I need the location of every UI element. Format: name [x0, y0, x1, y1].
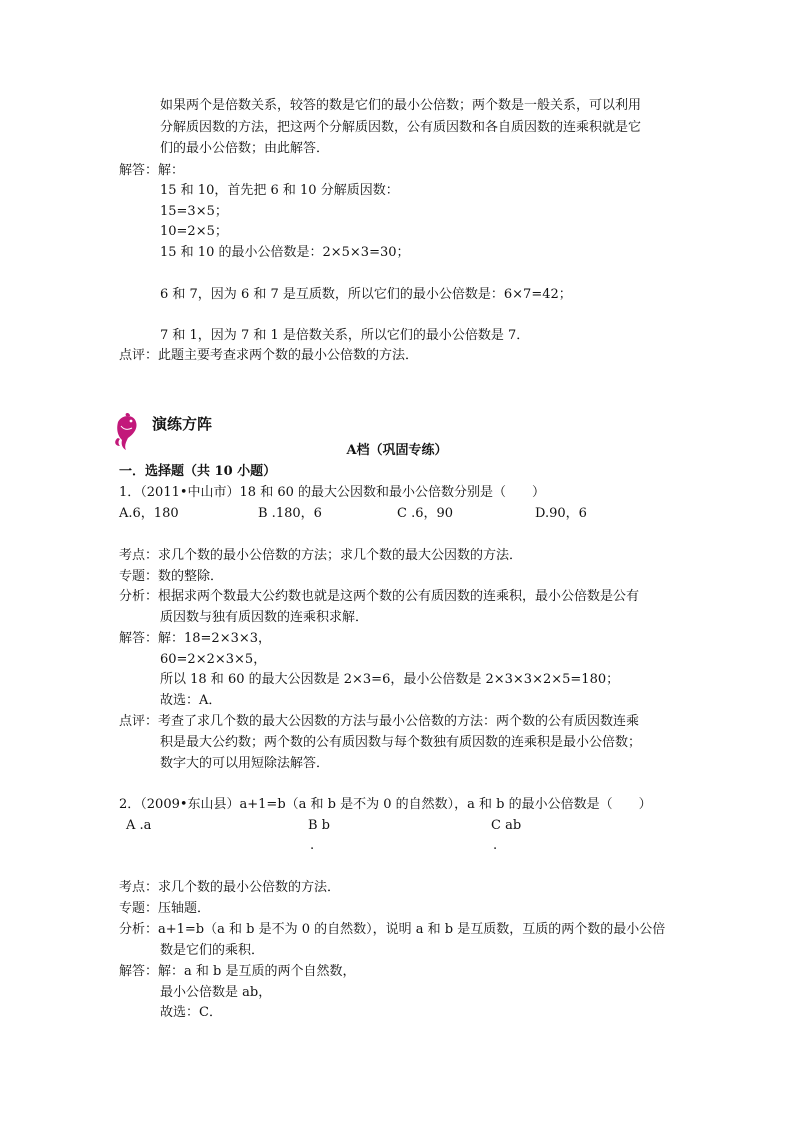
- q1-zhuanti: 专题：数的整除．: [119, 569, 224, 584]
- q2-jieda-1: 解答：解：a 和 b 是互质的两个自然数，: [119, 964, 356, 979]
- answer-line-3: 10=2×5；: [160, 224, 228, 239]
- q1-dianping-3: 数字大的可以用短除法解答．: [160, 756, 330, 771]
- q1-dianping-1: 点评：考查了求几个数的最大公因数的方法与最小公倍数的方法：两个数的公有质因数连乘: [119, 714, 640, 729]
- q1-option-a: A.6，180: [119, 506, 179, 521]
- q1-fenxi-1: 分析：根据求两个数最大公约数也就是这两个数的公有质因数的连乘积，最小公倍数是公有: [119, 589, 640, 604]
- comment-line: 点评：此题主要考查求两个数的最小公倍数的方法．: [119, 348, 419, 363]
- q2-stem: 2．（2009•东山县）a+1=b（a 和 b 是不为 0 的自然数），a 和 b 的最小公倍数是（ ）: [119, 797, 652, 812]
- q2-fenxi-2: 数是它们的乘积．: [160, 943, 265, 958]
- section-heading: 一．选择题（共 10 小题）: [119, 464, 277, 479]
- q1-option-d: D.90，6: [535, 506, 587, 521]
- q2-option-c-dot: .: [493, 838, 498, 853]
- analysis-line-1: 如果两个是倍数关系，较答的数是它们的最小公倍数；两个数是一般关系，可以利用: [160, 98, 642, 113]
- q2-option-c: C ab: [491, 818, 522, 833]
- q1-jieda-3: 所以 18 和 60 的最大公因数是 2×3=6，最小公倍数是 2×3×3×2×5=180；: [160, 672, 620, 687]
- section-subtitle: A档（巩固专练）: [346, 443, 448, 458]
- section-title: 演练方阵: [152, 415, 213, 433]
- q1-option-b: B .180，6: [258, 506, 322, 521]
- answer-line-1: 15 和 10，首先把 6 和 10 分解质因数：: [160, 183, 399, 198]
- q2-option-b-dot: .: [310, 838, 315, 853]
- q2-zhuanti: 专题：压轴题．: [119, 901, 211, 916]
- q1-stem: 1．（2011•中山市）18 和 60 的最大公因数和最小公倍数分别是（ ）: [119, 485, 546, 500]
- analysis-line-3: 们的最小公倍数；由此解答．: [160, 141, 330, 156]
- q2-option-b: B b: [308, 818, 331, 833]
- answer-label: 解答：解：: [119, 163, 185, 178]
- q1-jieda-4: 故选：A．: [160, 693, 222, 708]
- q2-option-a: A .a: [126, 818, 152, 833]
- q1-dianping-2: 积是最大公约数；两个数的公有质因数与每个数独有质因数的连乘积是最小公倍数；: [160, 735, 642, 750]
- q1-kaodian: 考点：求几个数的最小公倍数的方法；求几个数的最大公因数的方法．: [119, 548, 523, 563]
- analysis-line-2: 分解质因数的方法，把这两个分解质因数，公有质因数和各自质因数的连乘积就是它: [160, 120, 642, 135]
- q2-jieda-3: 故选：C．: [160, 1005, 222, 1020]
- answer-line-2: 15=3×5；: [160, 204, 228, 219]
- answer-line-4: 15 和 10 的最小公倍数是：2×5×3=30；: [160, 245, 410, 260]
- q2-fenxi-1: 分析：a+1=b（a 和 b 是不为 0 的自然数），说明 a 和 b 是互质数，互质的两个数的最小公倍: [119, 922, 666, 937]
- q2-jieda-2: 最小公倍数是 ab，: [160, 985, 272, 1000]
- q1-option-c: C .6，90: [397, 506, 454, 521]
- q1-jieda-1: 解答：解：18=2×3×3，: [119, 631, 272, 646]
- q1-jieda-2: 60=2×2×3×5，: [160, 652, 267, 667]
- q2-kaodian: 考点：求几个数的最小公倍数的方法．: [119, 880, 341, 895]
- answer-line-6: 7 和 1，因为 7 和 1 是倍数关系，所以它们的最小公倍数是 7．: [160, 328, 530, 343]
- q1-fenxi-2: 质因数与独有质因数的连乘积求解．: [160, 610, 369, 625]
- answer-line-5: 6 和 7，因为 6 和 7 是互质数，所以它们的最小公倍数是：6×7=42；: [160, 287, 572, 302]
